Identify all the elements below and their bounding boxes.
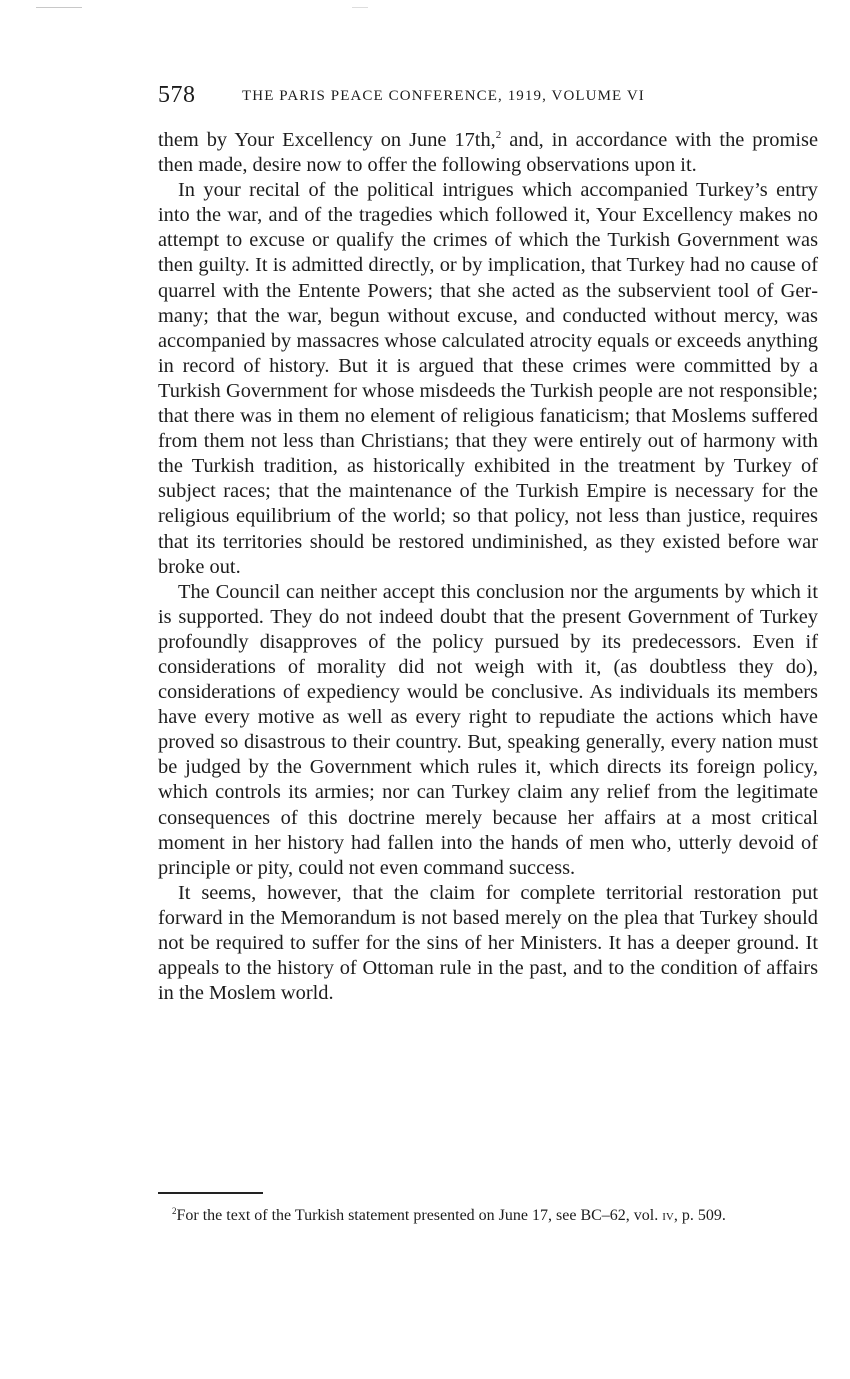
footnote-marker: 2 (172, 1206, 177, 1216)
footnote-text-part: For the text of the Turkish statement presented on June 17, see BC–62, vol. (176, 1207, 663, 1224)
paragraph: In your recital of the political intrigues which accompanied Turkey’s entry into the war, and of the tragedies which followed it, Your Excellency makes no attempt to excuse or qualify the crimes of which the Turkish Government was then guilty. It is admitted directly, or by implication, that Turkey had no cause of quarrel with the Entente Powers; that she acted as the subservient tool of Germany; that the war, begun without excuse, and conducted without mercy, was accompanied by massacres whose calculated atrocity equals or exceeds anything in record of history. But it is argued that these crimes were committed by a Turkish Government for whose misdeeds the Turkish people are not responsible; that there was in them no element of religious fanaticism; that Moslems suffered from them not less than Christians; that they were entirely out of harmony with the Turkish tradition, as historically exhibited in the treatment by Turkey of subject races; that the maintenance of the Turkish Empire is necessary for the religious equilibrium of the world; so that policy, not less than justice, requires that its territories should be restored undiminished, as they existed before war broke out. (158, 179, 818, 578)
footnote (158, 1206, 818, 1226)
footnote-text (158, 1206, 818, 1226)
footnote-text-part: , p. 509. (673, 1207, 726, 1224)
paragraph-continuation (158, 128, 818, 178)
footnote-reference: 2 (495, 129, 502, 141)
footnote-rule (158, 1192, 263, 1194)
footnote-volume: iv (662, 1207, 674, 1224)
scan-mark-left (36, 7, 82, 8)
scan-mark-center (352, 7, 368, 8)
page-header (158, 80, 818, 114)
body-text (158, 128, 818, 1006)
page-number: 578 (158, 82, 196, 108)
paragraph: It seems, however, that the claim for complete territorial restoration put forward in the Memorandum is not based merely on the plea that Turkey should not be required to suffer for the sins of her Ministers. It has a deeper ground. It appeals to the history of Ottoman rule in the past, and to the condition of affairs in the Moslem world. (158, 881, 818, 1005)
paragraph: The Council can neither accept this conclusion nor the arguments by which it is supported. They do not indeed doubt that the present Government of Turkey profoundly disapproves of the policy pursued by its predecessors. Even if considerations of morality did not weigh with it, (as doubtless they do), considerations of expediency would be conclusive. As individuals its members have every motive as well as every right to repudiate the actions which have proved so disastrous to their country. But, speaking generally, every nation must be judged by the Government which rules it, which directs its foreign policy, which controls its armies; nor can Turkey claim any relief from the legitimate consequences of this doctrine merely because her affairs at a most critical moment in her history had fallen into the hands of men who, utterly devoid of principle or pity, could not even command success. (158, 580, 818, 879)
paragraph-text: and, in accordance with the promise then made, desire now to offer the following observations upon it. (158, 129, 818, 177)
running-head: THE PARIS PEACE CONFERENCE, 1919, VOLUME VI (242, 88, 645, 104)
paragraph-text: them by Your Excellency on June 17th, (158, 129, 496, 151)
